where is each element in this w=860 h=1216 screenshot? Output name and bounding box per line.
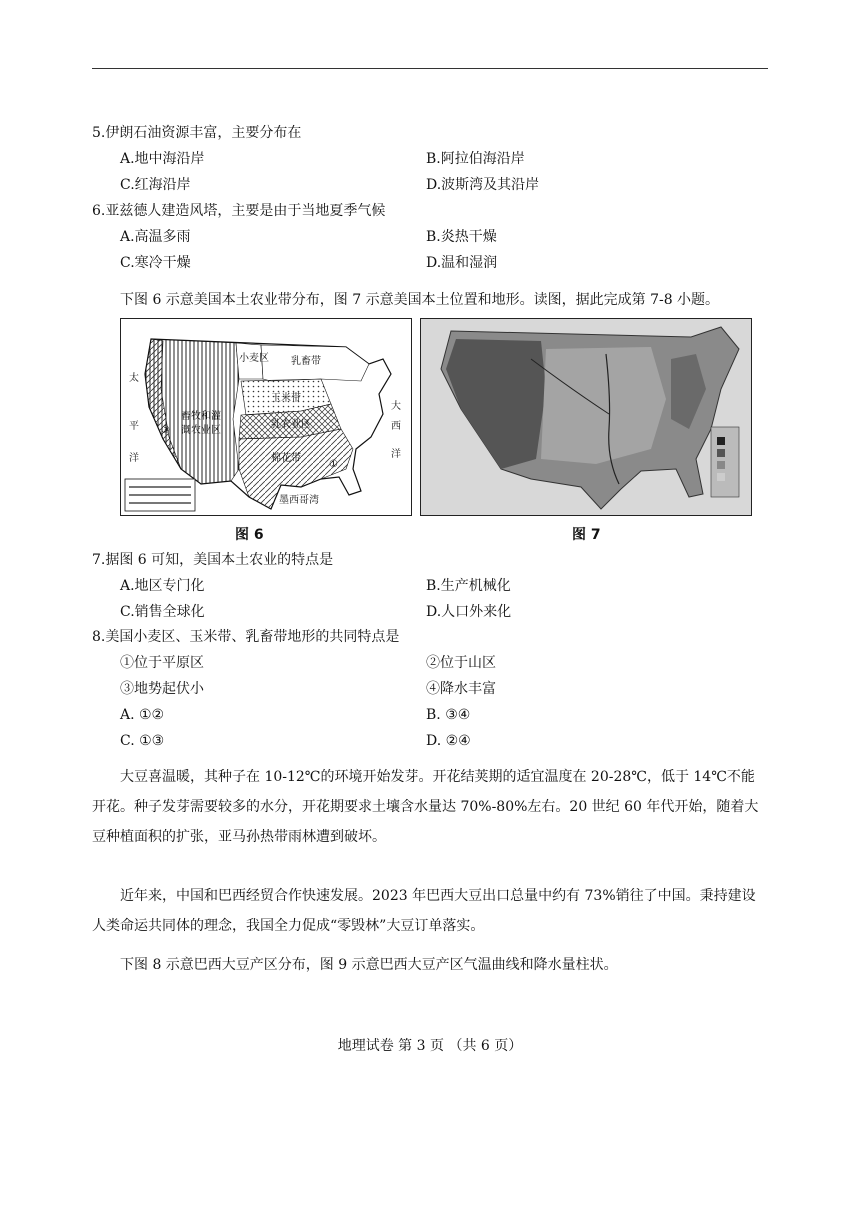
figure-6-agriculture-map (120, 318, 412, 516)
q5-option-d[interactable]: D.波斯湾及其沿岸 (426, 177, 540, 193)
figure-7-terrain-map (420, 318, 752, 516)
q7-stem: 7.据图 6 可知，美国本土农业的特点是 (92, 552, 334, 568)
q5-option-a[interactable]: A.地中海沿岸 (120, 151, 205, 167)
label-pacific-2: 平 (129, 421, 139, 432)
label-gulf: 墨西哥湾 (279, 495, 319, 506)
q8-statement-3: ③地势起伏小 (120, 681, 204, 697)
q5-option-c[interactable]: C.红海沿岸 (120, 177, 191, 193)
q8-option-c[interactable]: C. ①③ (120, 733, 165, 749)
label-ranch-2: 溉农业区 (181, 425, 221, 436)
label-atlantic-3: 洋 (391, 449, 401, 460)
q6-option-d[interactable]: D.温和湿润 (426, 255, 498, 271)
plains-terrain (541, 347, 666, 464)
label-mixed: 乳农业区 (271, 419, 311, 430)
q8-statement-2: ②位于山区 (426, 655, 496, 671)
label-pacific-1: 太 (129, 373, 139, 384)
q8-statement-4: ④降水丰富 (426, 681, 496, 697)
q6-stem: 6.亚兹德人建造风塔，主要是由于当地夏季气候 (92, 203, 386, 219)
label-circle-1: ① (329, 459, 338, 470)
q8-option-a[interactable]: A. ①② (120, 707, 165, 723)
label-dairy: 乳畜带 (291, 356, 321, 367)
q5-option-b[interactable]: B.阿拉伯海沿岸 (426, 151, 525, 167)
intro-7-8: 下图 6 示意美国本土农业带分布，图 7 示意美国本土位置和地形。读图，据此完成第 7-8 小题。 (120, 292, 720, 308)
label-corn: 玉米带 (271, 393, 301, 404)
q6-option-b[interactable]: B.炎热干燥 (426, 229, 497, 245)
q7-option-b[interactable]: B.生产机械化 (426, 578, 511, 594)
q8-option-d[interactable]: D. ②④ (426, 733, 471, 749)
q7-option-d[interactable]: D.人口外来化 (426, 604, 512, 620)
paragraph-soybean-conditions: 大豆喜温暖，其种子在 10-12℃的环境开始发芽。开花结荚期的适宜温度在 20-28℃，低于 14℃不能开花。种子发芽需要较多的水分，开花期要求土壤含水量达 70%-80%左右。20 世纪 60 年代开始，随着大豆种植面积的扩张，亚马孙热带雨林遭到破坏。 (92, 769, 759, 845)
figure-6-svg (121, 319, 411, 515)
figure-7-svg (421, 319, 751, 515)
figure-7-caption: 图 7 (572, 527, 601, 543)
figure-6-caption: 图 6 (235, 527, 264, 543)
q7-option-c[interactable]: C.销售全球化 (120, 604, 205, 620)
rockies-terrain (446, 339, 546, 469)
label-atlantic-1: 大 (391, 401, 401, 412)
page-footer: 地理试卷 第 3 页 （共 6 页） (337, 1038, 523, 1054)
paragraph-china-brazil-trade: 近年来，中国和巴西经贸合作快速发展。2023 年巴西大豆出口总量中约有 73%销往了中国。秉持建设人类命运共同体的理念，我国全力促成“零毁林”大豆订单落实。 (92, 888, 756, 934)
q6-option-a[interactable]: A.高温多雨 (120, 229, 191, 245)
paragraph-figure-8-9-intro: 下图 8 示意巴西大豆产区分布，图 9 示意巴西大豆产区气温曲线和降水量柱状。 (120, 957, 618, 973)
label-pacific-3: 洋 (129, 453, 139, 464)
q8-option-b[interactable]: B. ③④ (426, 707, 471, 723)
q7-option-a[interactable]: A.地区专门化 (120, 578, 205, 594)
label-circle-3: ③ (161, 425, 170, 436)
header-rule (92, 68, 768, 69)
label-atlantic-2: 西 (391, 421, 401, 432)
q5-stem: 5.伊朗石油资源丰富，主要分布在 (92, 125, 302, 141)
label-cotton: 棉花带 (271, 453, 301, 464)
q8-stem: 8.美国小麦区、玉米带、乳畜带地形的共同特点是 (92, 629, 400, 645)
label-ranch-1: 畜牧和灌 (181, 411, 221, 422)
label-wheat: 小麦区 (239, 353, 269, 364)
q8-statement-1: ①位于平原区 (120, 655, 204, 671)
q6-option-c[interactable]: C.寒冷干燥 (120, 255, 191, 271)
